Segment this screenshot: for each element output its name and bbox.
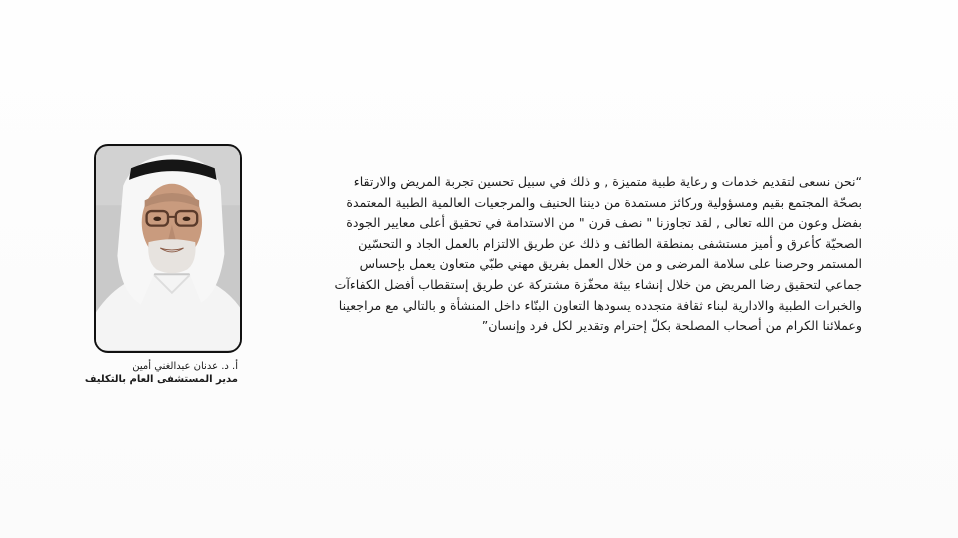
quote-line: بصحّة المجتمع بقيم ومسؤولية وركائز مستمدة من ديننا الحنيف والمرجعيات العالمية الطبية المعتمدة	[346, 194, 862, 210]
quote-line: وعملائنا الكرام من أصحاب المصلحة بكلّ إحترام وتقدير لكل فرد وإنسان”	[481, 318, 862, 334]
quote-line: الصحيّة كأعرق و أميز مستشفى بمنطقة الطائف و ذلك عن طريق الالتزام بالعمل الجاد و التحسّين	[358, 235, 862, 251]
director-name: أ. د. عدنان عبدالغني أمين	[132, 361, 238, 372]
quote-line: جماعي لتحقيق رضا المريض من خلال إنشاء بيئة محفّزة مشتركة عن طريق إستقطاب أفضل الكفاءآت	[334, 276, 862, 292]
portrait-caption	[84, 360, 238, 387]
director-title: مدير المستشفى العام بالتكليف	[84, 374, 238, 385]
quote-line: “نحن نسعى لتقديم خدمات و رعاية طبية متميزة , و ذلك في سبيل تحسين تجربة المريض والارتقاء	[353, 174, 862, 189]
portrait-image	[96, 146, 240, 351]
director-quote	[252, 172, 862, 337]
director-portrait	[94, 144, 242, 353]
quote-line: المستمر وحرصنا على سلامة المرضى و من خلال العمل بفريق مهني طبّي متعاون يعمل بإحساس	[359, 256, 862, 272]
quote-line: والخبرات الطبية والادارية لبناء ثقافة متجدده يسودها التعاون البنّاء داخل المنشأة و بالتالي مع مراجعينا	[338, 297, 862, 313]
quote-line: بفضل وعون من الله تعالى , لقد تجاوزنا " نصف قرن " من الاستدامة في تحقيق أعلى معايير الجودة	[346, 215, 862, 231]
